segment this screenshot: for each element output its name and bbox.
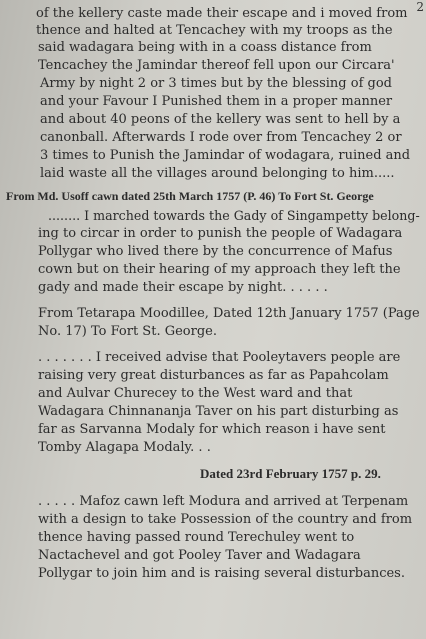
text-line: canonball. Afterwards I rode over from Tencachey 2 or (40, 130, 402, 145)
text-line: thence and halted at Tencachey with my troops as the (36, 23, 393, 38)
text-line: Wadagara Chinnananja Taver on his part disturbing as (38, 404, 399, 419)
text-line: and about 40 peons of the kellery was sent to hell by a (40, 112, 401, 127)
text-line: raising very great disturbances as far as Papahcolam (38, 368, 389, 383)
letter-heading: No. 17) To Fort St. George. (38, 324, 217, 339)
text-line: Nactachevel and got Pooley Taver and Wadagara (38, 548, 361, 563)
text-line: thence having passed round Terechuley went to (38, 530, 355, 545)
text-line: said wadagara being with in a coass distance from (38, 40, 372, 55)
text-line: far as Sarvanna Modaly for which reason i have sent (38, 422, 386, 437)
text-line: Pollygar who lived there by the concurrence of Mafus (38, 244, 393, 259)
text-line: with a design to take Possession of the country and from (38, 512, 413, 527)
letter-heading: From Md. Usoff cawn dated 25th March 1757 (P. 46) To Fort St. George (6, 189, 374, 203)
text-line: Army by night 2 or 3 times but by the blessing of god (40, 76, 392, 91)
letter-heading: From Tetarapa Moodillee, Dated 12th January 1757 (Page (38, 306, 420, 321)
text-line: and your Favour I Punished them in a proper manner (40, 94, 393, 109)
text-line: . . . . . Mafoz cawn left Modura and arrived at Terpenam (38, 494, 409, 509)
text-line: gady and made their escape by night. . . . . . (38, 280, 328, 295)
page-number: 2 (416, 0, 424, 14)
text-line: and Aulvar Churecey to the West ward and that (38, 386, 353, 401)
text-line: cown but on their hearing of my approach they left the (38, 262, 401, 277)
text-line: Tomby Alagapa Modaly. . . (38, 440, 211, 455)
text-line: laid waste all the villages around belonging to him..... (40, 166, 395, 181)
text-line: of the kellery caste made their escape and i moved from (36, 6, 408, 21)
letter-heading: Dated 23rd February 1757 p. 29. (200, 466, 381, 481)
text-line: ing to circar in order to punish the people of Wadagara (38, 226, 403, 241)
text-line: 3 times to Punish the Jamindar of wodagara, ruined and (40, 148, 411, 163)
text-line: . . . . . . . I received advise that Pooleytavers people are (38, 350, 401, 365)
text-line: ........ I marched towards the Gady of Singampetty belong- (48, 208, 420, 223)
text-line: Pollygar to join him and is raising several disturbances. (38, 566, 405, 581)
text-line: Tencachey the Jamindar thereof fell upon our Circara' (38, 58, 395, 73)
